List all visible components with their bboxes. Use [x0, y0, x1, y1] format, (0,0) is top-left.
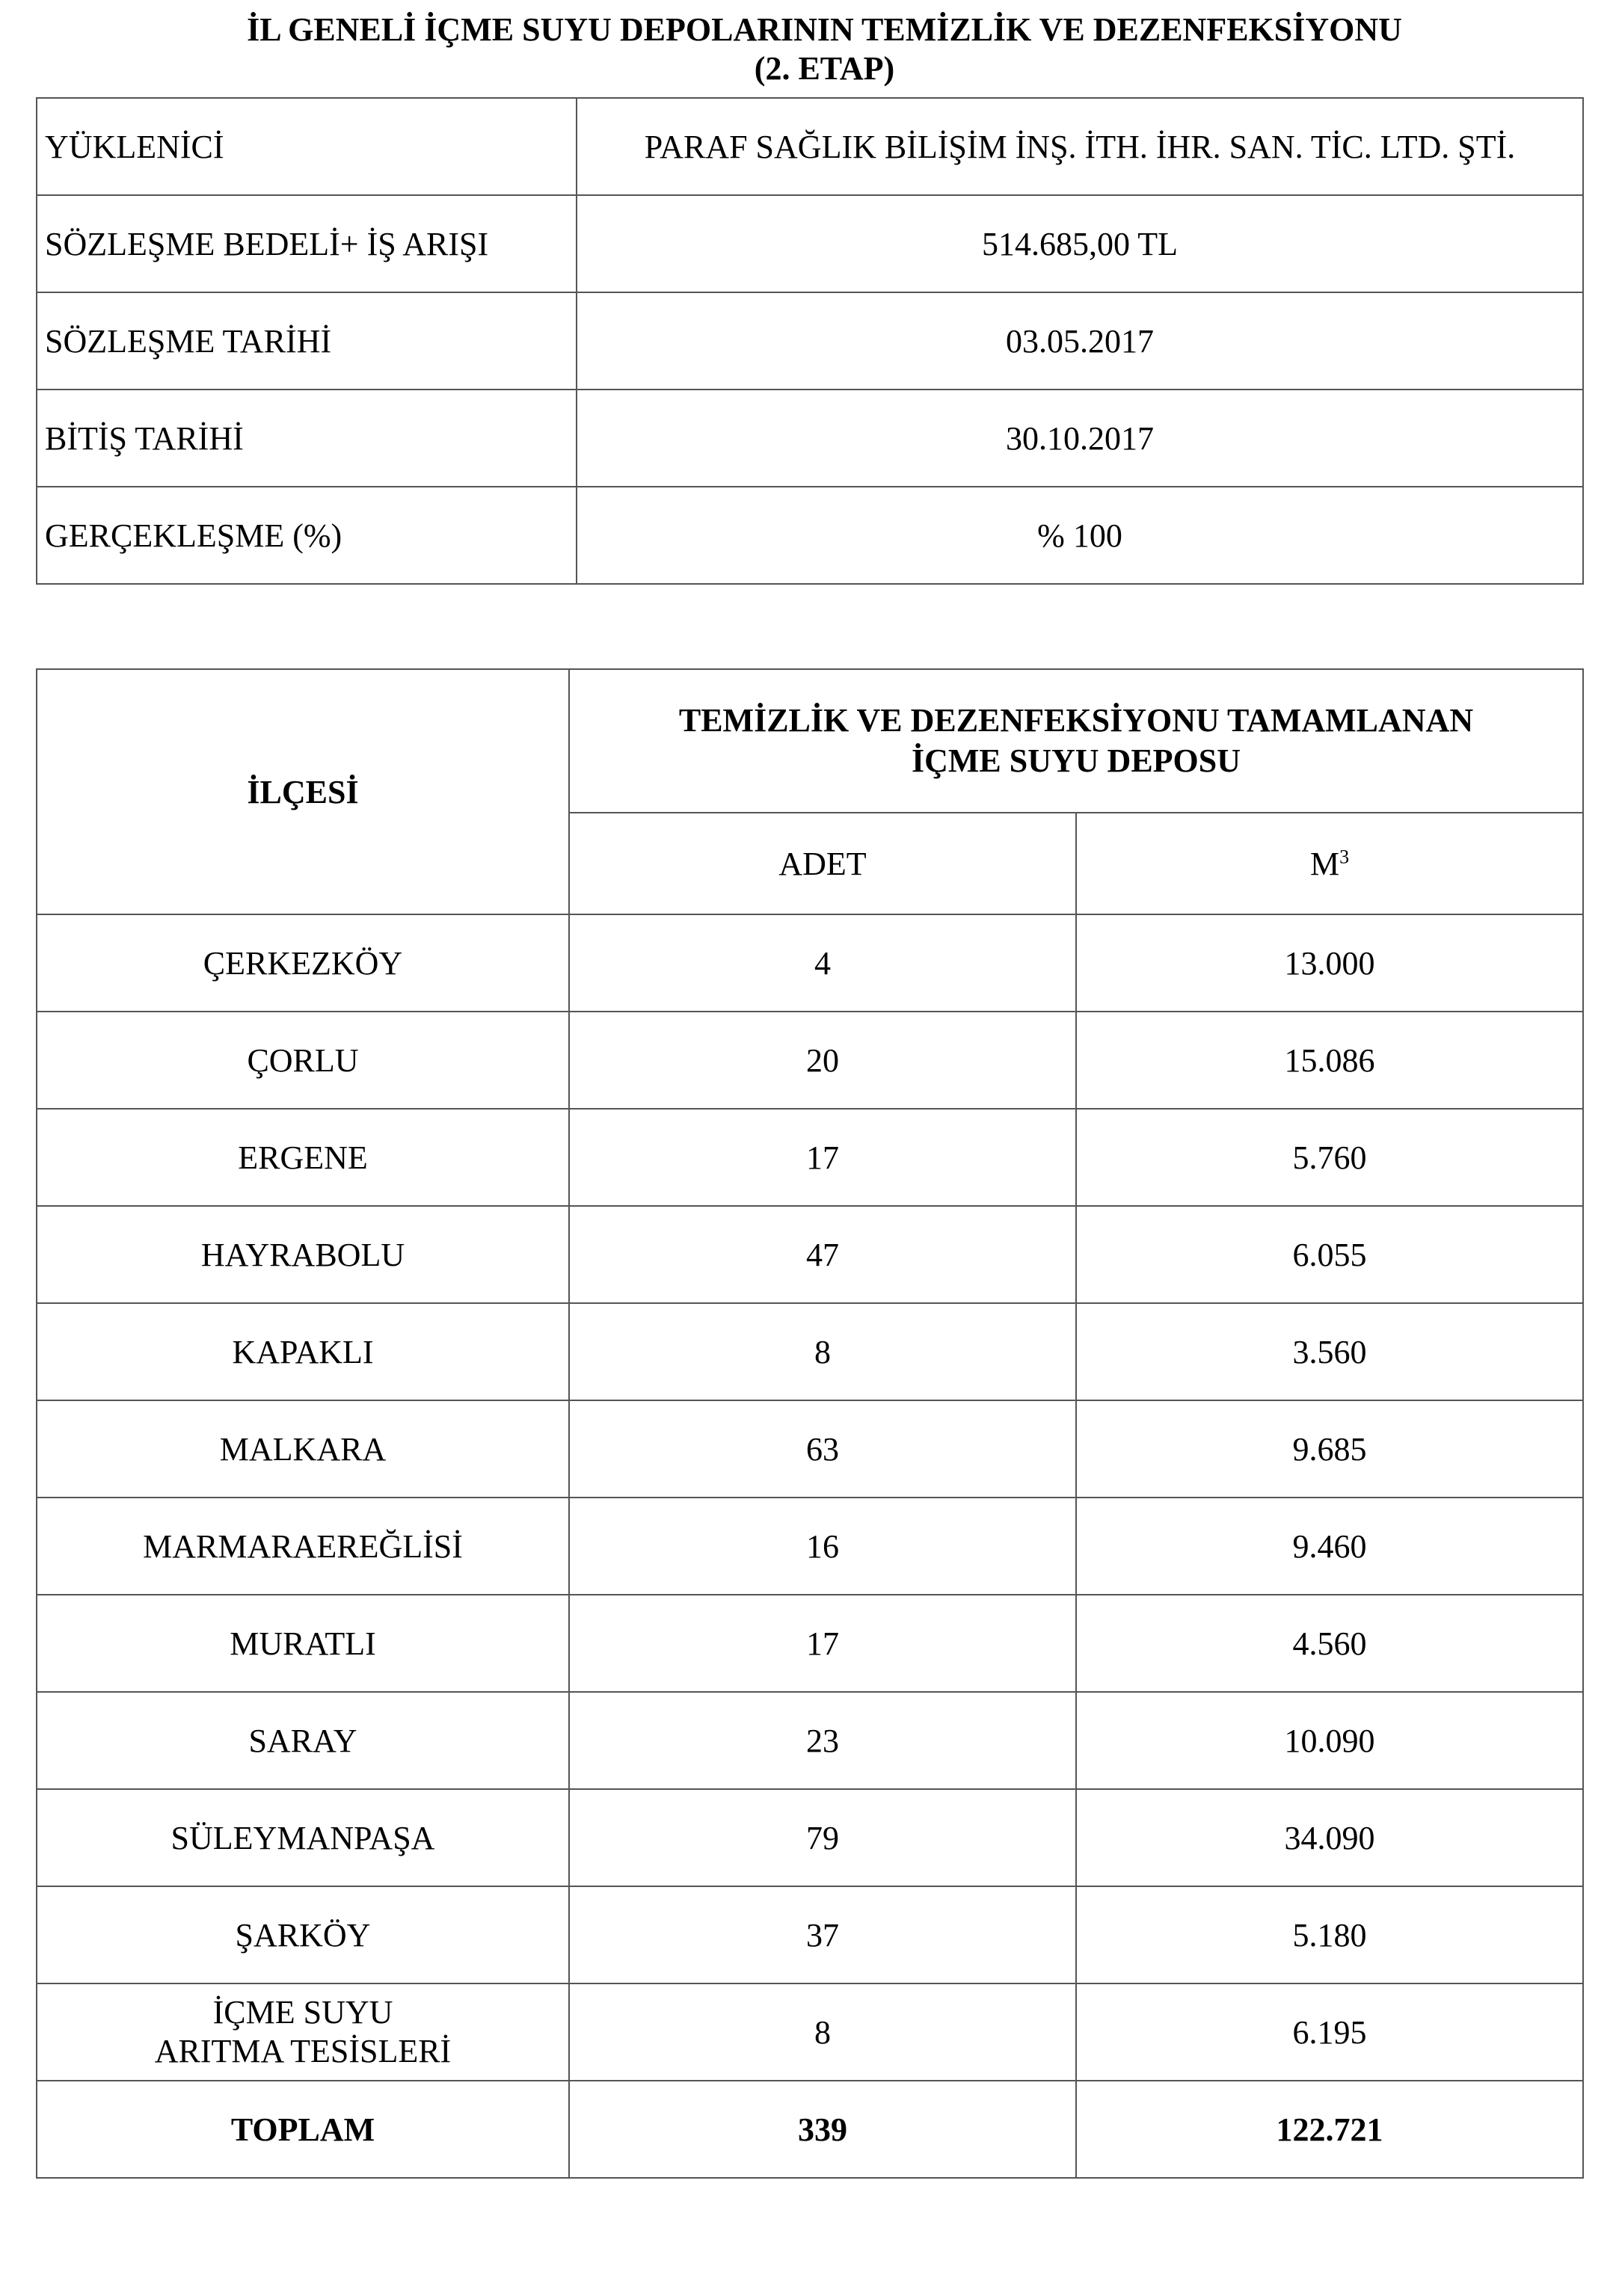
district-cell: KAPAKLI	[37, 1303, 569, 1400]
title-line-2: (2. ETAP)	[754, 50, 895, 87]
count-cell: 16	[569, 1498, 1076, 1595]
info-row	[37, 390, 1583, 487]
district-table	[36, 668, 1584, 2179]
volume-unit-exponent: 3	[1339, 845, 1350, 867]
info-row	[37, 292, 1583, 390]
district-line-1: İÇME SUYU	[212, 1994, 393, 2031]
total-row	[37, 2081, 1583, 2178]
district-cell: ŞARKÖY	[37, 1886, 569, 1983]
count-cell: 37	[569, 1886, 1076, 1983]
volume-cell: 9.460	[1076, 1498, 1583, 1595]
count-cell: 17	[569, 1109, 1076, 1206]
table-row	[37, 914, 1583, 1012]
table-row	[37, 1303, 1583, 1400]
table-row	[37, 1012, 1583, 1109]
table-row	[37, 1498, 1583, 1595]
info-value: PARAF SAĞLIK BİLİŞİM İNŞ. İTH. İHR. SAN. TİC. LTD. ŞTİ.	[577, 98, 1583, 195]
district-cell: SÜLEYMANPAŞA	[37, 1789, 569, 1886]
district-cell: ÇERKEZKÖY	[37, 914, 569, 1012]
table-row	[37, 1109, 1583, 1206]
group-header-line-1: TEMİZLİK VE DEZENFEKSİYONU TAMAMLANAN	[678, 702, 1474, 739]
count-cell: 47	[569, 1206, 1076, 1303]
district-cell: MALKARA	[37, 1400, 569, 1498]
volume-cell: 34.090	[1076, 1789, 1583, 1886]
info-label: GERÇEKLEŞME (%)	[37, 487, 577, 584]
info-label: BİTİŞ TARİHİ	[37, 390, 577, 487]
volume-unit: M	[1309, 845, 1340, 882]
volume-cell: 3.560	[1076, 1303, 1583, 1400]
info-value: % 100	[577, 487, 1583, 584]
volume-cell: 10.090	[1076, 1692, 1583, 1789]
info-row	[37, 98, 1583, 195]
group-header	[569, 669, 1583, 813]
volume-cell: 6.055	[1076, 1206, 1583, 1303]
count-cell: 17	[569, 1595, 1076, 1692]
info-label: YÜKLENİCİ	[37, 98, 577, 195]
total-volume: 122.721	[1076, 2081, 1583, 2178]
district-cell: ERGENE	[37, 1109, 569, 1206]
table-row	[37, 1400, 1583, 1498]
district-column-header: İLÇESİ	[37, 669, 569, 914]
info-value: 514.685,00 TL	[577, 195, 1583, 292]
info-label: SÖZLEŞME TARİHİ	[37, 292, 577, 390]
count-cell: 20	[569, 1012, 1076, 1109]
volume-cell: 15.086	[1076, 1012, 1583, 1109]
volume-cell: 13.000	[1076, 914, 1583, 1012]
title-line-1: İL GENELİ İÇME SUYU DEPOLARININ TEMİZLİK VE DEZENFEKSİYONU	[247, 11, 1402, 48]
district-cell: HAYRABOLU	[37, 1206, 569, 1303]
page-title	[0, 10, 1616, 88]
total-count: 339	[569, 2081, 1076, 2178]
district-line-2: ARITMA TESİSLERİ	[154, 2033, 452, 2069]
table-row-special	[37, 1983, 1583, 2081]
count-cell: 79	[569, 1789, 1076, 1886]
info-label: SÖZLEŞME BEDELİ+ İŞ ARIŞI	[37, 195, 577, 292]
count-cell: 23	[569, 1692, 1076, 1789]
contract-info-table	[36, 97, 1584, 585]
district-cell: MURATLI	[37, 1595, 569, 1692]
total-label: TOPLAM	[37, 2081, 569, 2178]
volume-cell: 6.195	[1076, 1983, 1583, 2081]
table-row	[37, 1789, 1583, 1886]
count-cell: 63	[569, 1400, 1076, 1498]
count-cell: 4	[569, 914, 1076, 1012]
table-row	[37, 1206, 1583, 1303]
district-cell	[37, 1983, 569, 2081]
volume-cell: 9.685	[1076, 1400, 1583, 1498]
district-cell: SARAY	[37, 1692, 569, 1789]
group-header-line-2: İÇME SUYU DEPOSU	[911, 742, 1241, 779]
volume-cell: 4.560	[1076, 1595, 1583, 1692]
info-value: 30.10.2017	[577, 390, 1583, 487]
volume-column-header	[1076, 813, 1583, 914]
district-cell: ÇORLU	[37, 1012, 569, 1109]
count-cell: 8	[569, 1303, 1076, 1400]
count-cell: 8	[569, 1983, 1076, 2081]
table-row	[37, 1886, 1583, 1983]
count-column-header: ADET	[569, 813, 1076, 914]
district-cell: MARMARAEREĞLİSİ	[37, 1498, 569, 1595]
table-row	[37, 1692, 1583, 1789]
info-row	[37, 195, 1583, 292]
volume-cell: 5.180	[1076, 1886, 1583, 1983]
info-value: 03.05.2017	[577, 292, 1583, 390]
table-row	[37, 1595, 1583, 1692]
info-row	[37, 487, 1583, 584]
volume-cell: 5.760	[1076, 1109, 1583, 1206]
